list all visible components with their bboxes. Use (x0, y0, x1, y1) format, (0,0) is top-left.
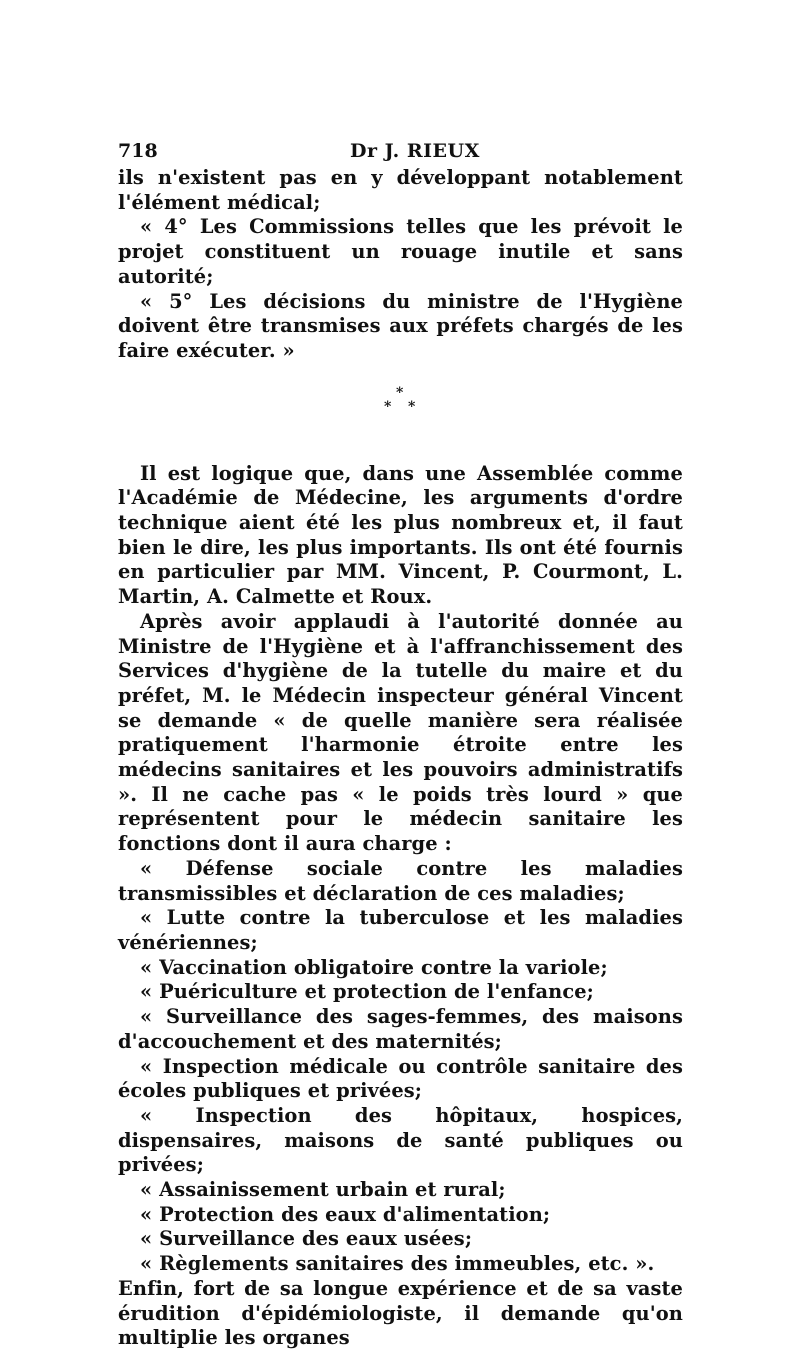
list-item: « Surveillance des eaux usées; (140, 1227, 473, 1251)
paragraph: Il est logique que, dans une Assemblée comme l'Académie de Médecine, les arguments d'ordre technique aient été les plus nombreux et, il faut bien le dire, les plus importants. Ils ont été fournis en particulier par MM. Vincent, P. Courmont, L. Martin, A. Calmette et Roux. (118, 461, 683, 609)
paragraph: « 4° Les Commissions telles que les prévoit le projet constituent un rouage inutile et sans autorité; (118, 215, 683, 288)
asterism-star: * (396, 384, 404, 401)
paragraph: « 5° Les décisions du ministre de l'Hygiène doivent être transmises aux préfets chargés de les faire exécuter. » (118, 289, 683, 362)
list-item: « Surveillance des sages-femmes, des maisons d'accouchement et des maternités; (118, 1005, 683, 1053)
list-item: « Défense sociale contre les maladies transmissibles et déclaration de ces maladies; (118, 856, 683, 905)
page-number: 718 (118, 140, 158, 162)
paragraph: Enfin, fort de sa longue expérience et de sa vaste érudition d'épidémiologiste, il demande qu'on multiplie les organes (118, 1276, 683, 1350)
section-separator (118, 372, 683, 462)
list-item: « Puériculture et protection de l'enfance; (140, 980, 594, 1004)
book-page (118, 140, 683, 1351)
list-item: « Lutte contre la tuberculose et les maladies vénériennes; (118, 906, 683, 954)
asterism-star: * (384, 398, 392, 415)
page-header (118, 140, 683, 166)
list-item: « Protection des eaux d'alimentation; (140, 1202, 551, 1226)
paragraph: Après avoir applaudi à l'autorité donnée au Ministre de l'Hygiène et à l'affranchissement des Services d'hygiène de la tutelle du maire et du préfet, M. le Médecin inspecteur général Vincent se demande « de quelle manière sera réalisée pratiquement l'harmonie étroite entre les médecins sanitaires et les pouvoirs administratifs ». Il ne cache pas « le poids très lourd » que représentent pour le médecin sanitaire les fonctions dont il aura charge : (118, 609, 683, 856)
running-title: Dr J. RIEUX (350, 140, 480, 162)
page-text (118, 166, 683, 1351)
list-item: « Assainissement urbain et rural; (140, 1178, 506, 1202)
list-item: « Inspection médicale ou contrôle sanitaire des écoles publiques et privées; (118, 1054, 683, 1103)
list-item: « Vaccination obligatoire contre la variole; (140, 955, 608, 979)
list-item: « Inspection des hôpitaux, hospices, dispensaires, maisons de santé publiques ou privées; (118, 1103, 683, 1177)
list-item: « Règlements sanitaires des immeubles, etc. ». (140, 1252, 655, 1276)
asterism-star: * (408, 398, 416, 415)
paragraph: ils n'existent pas en y développant notablement l'élément médical; (118, 166, 683, 214)
